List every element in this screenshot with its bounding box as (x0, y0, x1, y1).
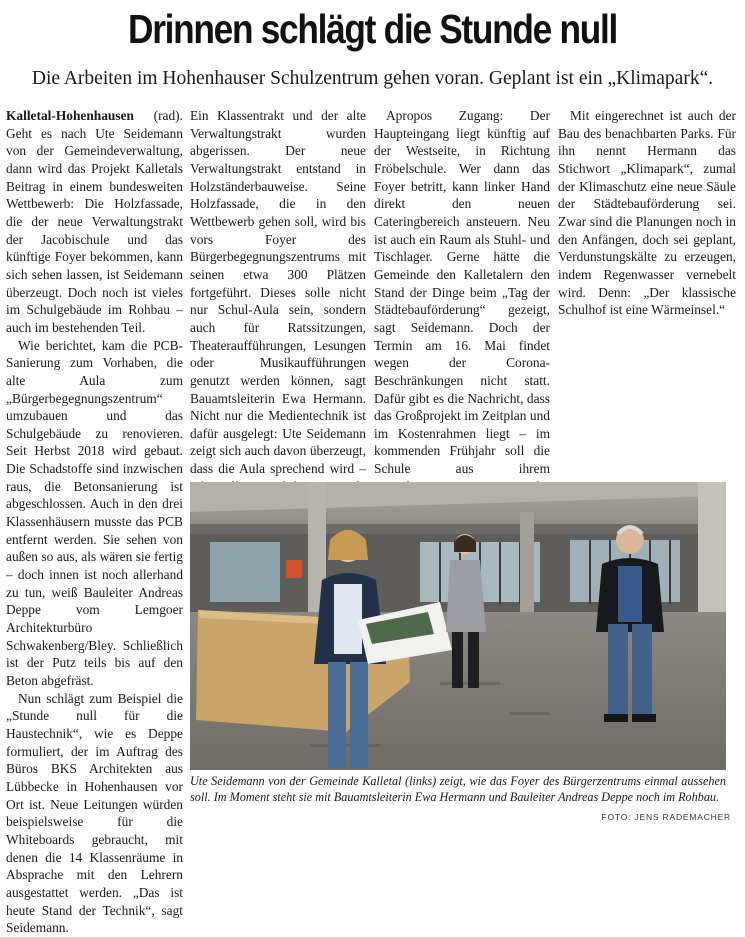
photo-caption: Ute Seidemann von der Gemeinde Kalletal (links) zeigt, wie das Foyer des Bürgerzentrums einmal aussehen soll. Im Moment steht sie mit Bauamtsleiterin Ewa Hermann und Bauleiter Andreas Deppe noch im Rohbau. (190, 774, 726, 804)
article-paragraph-5: Apropos Zugang: Der Haupteingang liegt künftig auf der Westseite, in Richtung Fröbelschule. Wer dann das Foyer betritt, kann linker Hand direkt den neuen Cateringbereich ansteuern. Neu ist auch ein Raum als Stuhl- und Tischlager. Gerne hätte die Gemeinde den Kalletalern den Stand der Dinge beim „Tag der Städtebauförderung“ gezeigt, sagt Seidemann. Doch der Termin am 16. Mai findet wegen der Corona-Beschränkungen nicht statt. Dafür gibt es die Nachricht, dass das Großprojekt im Zeitplan und im Kostenrahmen liegt – im kommenden Frühjahr soll die Schule aus ihrem (374, 108, 550, 477)
photo-credit: FOTO: JENS RADEMACHER (601, 812, 731, 822)
article-paragraph-4: Ein Klassentrakt und der alte Verwaltungstrakt wurden abgerissen. Der neue Verwaltungstrakt entstand in Holzständerbauweise. Seine Holzfassade, die in den Wettbewerb gehen soll, wird bis vors Foyer des Bürgerbegegnungszentrums mit seinen etwa 300 Plätzen fortgeführt. Dieses solle nicht nur Schul-Aula sein, sondern auch für Ratssitzungen, Theateraufführungen, Lesungen oder Musikaufführungen genutzt werden können, sagt Bauamtsleiterin Ewa Hermann. Nicht nur die Medientechnik ist dafür ausgelegt: Ute Seidemann zeigt sich auch davon überzeugt, dass die Aula sprechend wird – (190, 108, 366, 477)
article-subhead: Die Arbeiten im Hohenhauser Schulzentrum gehen voran. Geplant ist ein „Klimapark“. (31, 68, 714, 89)
article-paragraph-6: Mit eingerechnet ist auch der Bau des benachbarten Parks. Für ihn nennt Hermann das Stichwort „Klimapark“, zumal der Klimaschutz eine neue Säule der Städtebauförderung sei. Zwar sind die Planungen noch in den Anfängen, doch sei geplant, Verdunstungskälte zu erzeugen, indem Regenwasser vernebelt wird. Denn: „Der klassische Schulhof ist eine Wärmeinsel.“ (558, 108, 736, 318)
author-tag: (rad). (133, 108, 183, 123)
article-paragraph-1 (6, 107, 183, 337)
article-paragraph-2: Wie berichtet, kam die PCB-Sanierung zum Vorhaben, die alte Aula zum „Bürgerbegegnungszentrum“ umzubauen und das Schulgebäude zu renovieren. Seit Herbst 2018 wird gebaut. Die Schadstoffe sind inzwischen raus, die Betonsanierung ist abgeschlossen. Auch in den drei Klassenhäusern musste das PCB entfernt werden. Sie sehen von außen so aus, als wären sie fertig – doch innen ist noch allerhand zu tun, weiß Bauleiter Andreas Deppe vom Lemgoer Architekturbüro Schwakenberg/Bley. Schließlich ist der Putz teils bis auf den Beton abgefräst. (6, 337, 183, 688)
article-column-1 (6, 107, 183, 937)
article-paragraph-3: Nun schlägt zum Beispiel die „Stunde null für die Haustechnik“, wie es Deppe formuliert, der im Auftrag des Büros BKS Architekten aus Lübbecke in Hohenhausen vor Ort ist. Neue Leitungen würden beispielsweise für die Whiteboards gebraucht, mit denen die 14 Klassenräume in Absprache mit den Lehrern ausgestattet werden. „Das ist heute Stand der Technik“, sagt Seidemann. (6, 690, 183, 936)
article-headline: Drinnen schlägt die Stunde null (128, 6, 617, 52)
dateline: Kalletal-Hohenhausen (6, 108, 134, 123)
article-column-4 (558, 107, 736, 319)
paragraph-1-text: Geht es nach Ute Seidemann von der Gemeindeverwaltung, dann wird das Projekt Kalletals Beitrag in einem bundesweiten Wettbewerb: Die Holzfassade, die der neue Verwaltungstrakt der Jacobischule und das künftige Foyer bekommen, kann sich sehen lassen, ist Seidemann überzeugt. Doch noch ist vieles im Schulgebäude im Rohbau – auch im bestehenden Teil. (6, 125, 183, 335)
construction-site-photo (190, 482, 726, 770)
